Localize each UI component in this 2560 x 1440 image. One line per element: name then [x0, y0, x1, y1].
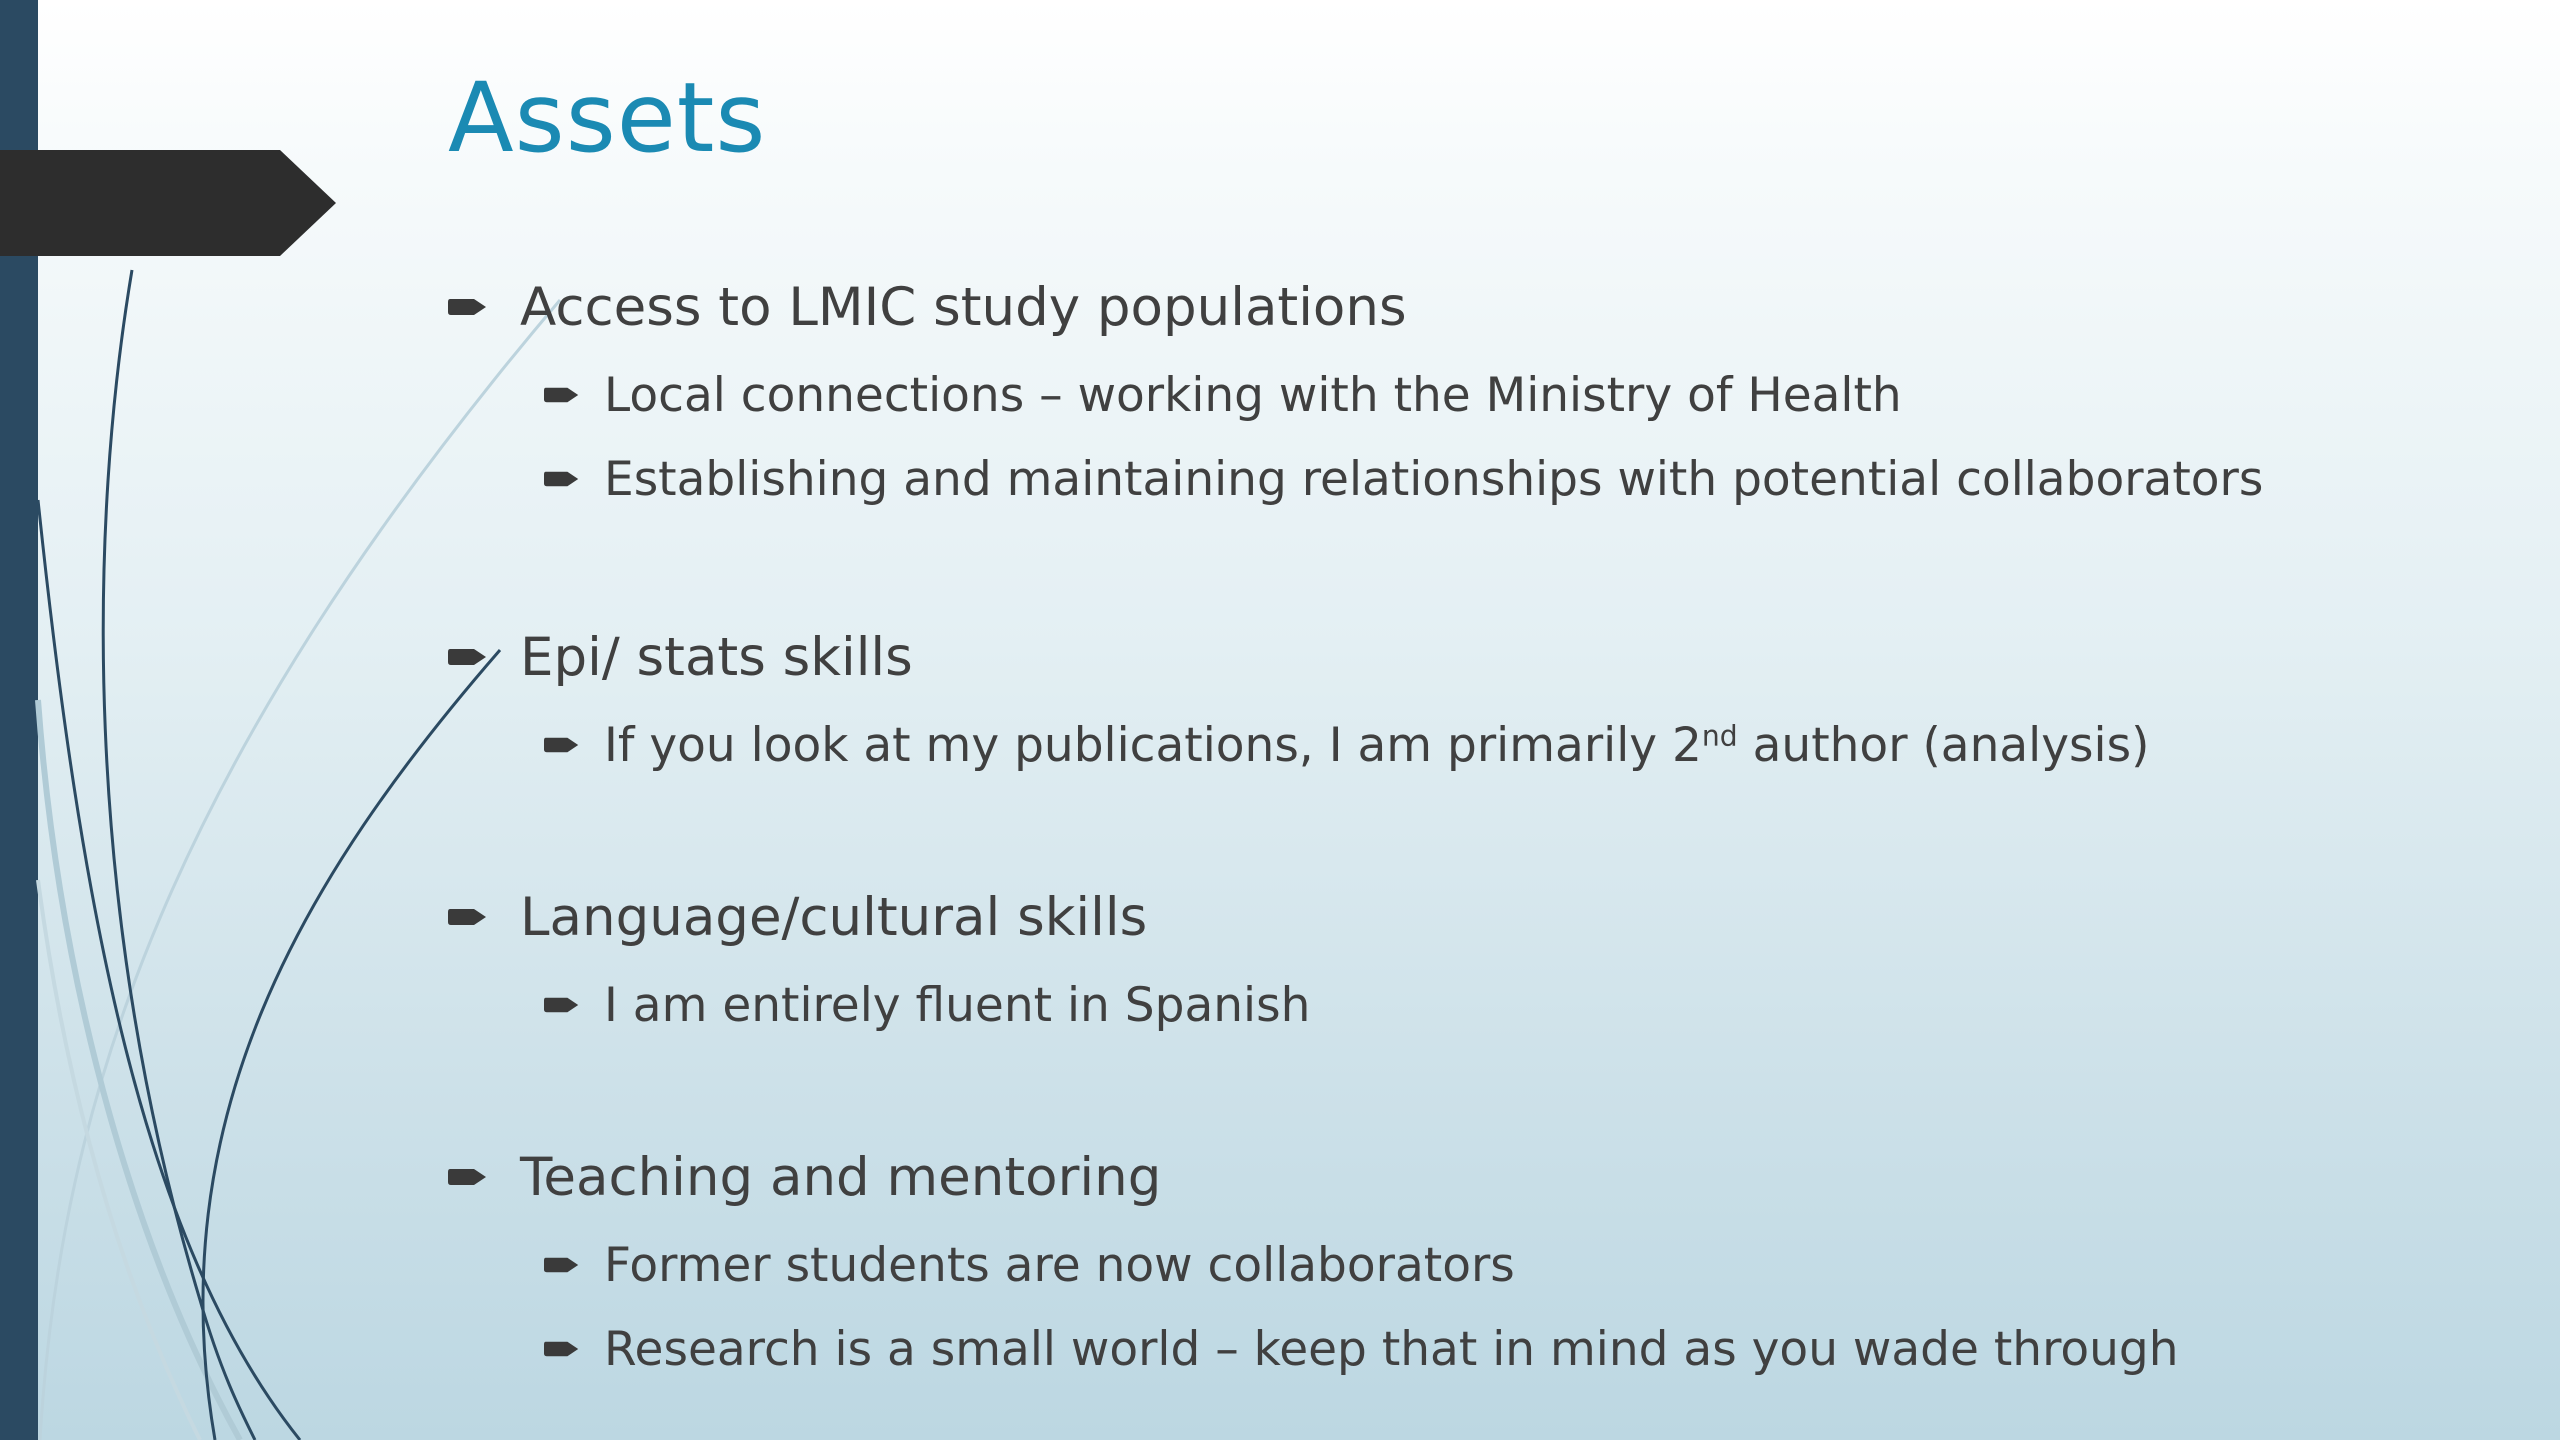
sub-bullet-item — [544, 446, 2263, 512]
sub-bullet-item — [544, 362, 1902, 428]
arrow-bullet-icon — [544, 384, 580, 406]
sub-bullet-item — [544, 712, 2149, 778]
arrow-bullet-icon — [448, 645, 488, 669]
bullet-text: Teaching and mentoring — [520, 1146, 1162, 1208]
slide-title: Assets — [448, 62, 767, 174]
bullet-text: Language/cultural skills — [520, 886, 1148, 948]
sub-bullet-text: Former students are now collaborators — [604, 1237, 1515, 1293]
arrow-bullet-icon — [448, 1165, 488, 1189]
arrow-bullet-icon — [448, 295, 488, 319]
bullet-text: Epi/ stats skills — [520, 626, 913, 688]
arrow-bullet-icon — [544, 468, 580, 490]
sub-bullet-text-post: author (analysis) — [1737, 717, 2150, 773]
sub-bullet-item — [544, 1316, 2179, 1382]
arrow-bullet-icon — [544, 734, 580, 756]
sub-bullet-text: Research is a small world – keep that in mind as you wade through — [604, 1321, 2179, 1377]
curve-dark-3 — [203, 650, 500, 1440]
curve-light-3 — [38, 880, 200, 1440]
sub-bullet-item — [544, 972, 1310, 1038]
bullet-item — [448, 882, 1147, 952]
arrow-banner-shape — [0, 150, 336, 256]
ordinal-suffix: nd — [1701, 719, 1738, 752]
sub-bullet-text-pre: If you look at my publications, I am primarily 2 — [604, 717, 1702, 773]
sub-bullet-item — [544, 1232, 1515, 1298]
arrow-bullet-icon — [544, 1254, 580, 1276]
bullet-text: Access to LMIC study populations — [520, 276, 1407, 338]
arrow-bullet-icon — [544, 1338, 580, 1360]
bullet-item — [448, 1142, 1161, 1212]
sub-bullet-text: Establishing and maintaining relationships with potential collaborators — [604, 451, 2264, 507]
curve-light-1 — [40, 300, 560, 1440]
arrow-bullet-icon — [544, 994, 580, 1016]
sub-bullet-text: Local connections – working with the Ministry of Health — [604, 367, 1902, 423]
sub-bullet-text: I am entirely fluent in Spanish — [604, 977, 1311, 1033]
sub-bullet-text — [604, 718, 2149, 773]
arrow-bullet-icon — [448, 905, 488, 929]
bullet-item — [448, 272, 1407, 342]
bullet-item — [448, 622, 913, 692]
